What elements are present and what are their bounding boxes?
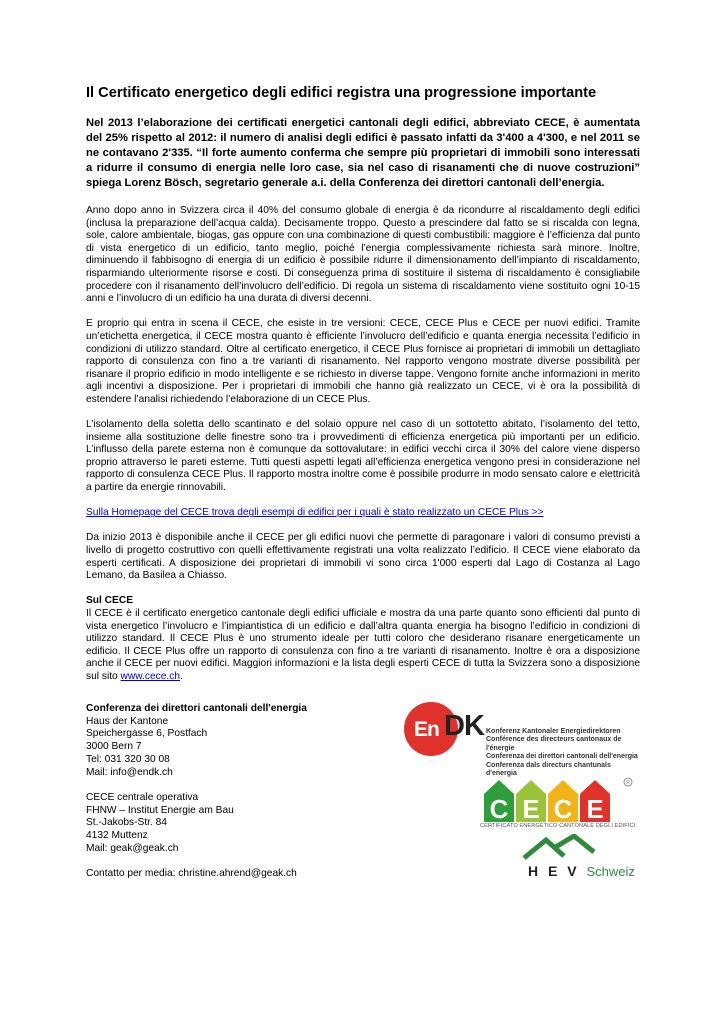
- cece-letter: C: [553, 794, 573, 824]
- cece-website-link[interactable]: www.cece.ch: [120, 670, 180, 682]
- contact-section: [86, 703, 386, 881]
- central-contact: [86, 792, 386, 856]
- endk-logo: [400, 700, 640, 778]
- logos-area: [400, 700, 640, 890]
- svg-text:R: R: [626, 780, 630, 786]
- org-phone: Tel: 031 320 30 08: [86, 753, 170, 765]
- cece-letter: C: [489, 794, 509, 824]
- org-line: Haus der Kantone: [86, 715, 169, 727]
- central-line: FHNW – Institut Energie am Bau: [86, 804, 234, 816]
- article: [86, 84, 640, 696]
- article-title: Il Certificato energetico degli edifici registra una progressione importante: [86, 85, 597, 101]
- endk-line: Conferenza dei direttori cantonali dell'energia: [486, 753, 638, 761]
- about-heading: Sul CECE: [86, 595, 133, 607]
- paragraph-heating: Anno dopo anno in Svizzera circa il 40% del consumo globale di energia è da ricondurre al riscaldamento degli edifici (inclusa la preparazione dell’acqua calda). Decisamente troppo. Questo a prescindere dal fatto se si riscalda con legna, sole, calore ambientale, biogas, gas oppure con una combinazione di questi combustibili: maggiore è l’efficienza dal punto di vista energetico di un edificio, tanto meglio, poiché l’energia complessivamente richiesta sarà minore. Inoltre, diminuendo il fabbisogno di energia di un edificio è possibile ridurre il dimensionamento dell’impianto di riscaldamento, risparmiando ulteriormente risorse e costi. Di conseguenza prima di sostituire il sistema di riscaldamento è consigliabile procedere con il risanamento dell’involucro dell’edificio. Di regola un sistema di riscaldamento viene sostituito ogni 10-15 anni e l’involucro di un edificio ha una durata di diversi decenni.: [86, 205, 640, 305]
- link-paragraph: [86, 507, 640, 520]
- endk-line: Conférence des directeurs cantonaux de l'énergie: [486, 736, 622, 752]
- endk-contact: [86, 703, 386, 779]
- endk-dk-text: DK: [444, 710, 484, 742]
- endk-line: Konferenz Kantonaler Energiedirektoren: [486, 728, 621, 735]
- cece-letter: E: [586, 794, 604, 824]
- media-contact: Contatto per media: christine.ahrend@geak.ch: [86, 868, 297, 880]
- hev-schweiz: Schweiz: [586, 864, 635, 879]
- about-text: Il CECE è il certificato energetico cantonale degli edifici ufficiale e mostra da una parte quanto sono efficienti dal punto di vista energetico l’involucro e l’impiantistica di un edificio e dall’altra quanta energia ha bisogno l’edificio in condizioni di utilizzo standard. Il CECE Plus è uno strumento ideale per tutti coloro che desiderano risanare energeticamente un edificio. Il CECE Plus offre un rapporto di consulenza con fino a tre varianti di risanamento. Inoltre è ora a disposizione anche il CECE per nuovi edifici. Maggiori informazioni e la lista degli esperti CECE di tutta la Svizzera sono a disposizione sul sito: [86, 608, 640, 682]
- paragraph-insulation: L’isolamento della soletta dello scantinato e del solaio oppure nel caso di un sottotetto abitato, l’isolamento del tetto, insieme alla sostituzione delle finestre sono tra i provvedimenti di efficienza energetica più importanti per un edificio. L’influsso della parete esterna non è comunque da sottovalutare: in edifici vecchi circa il 30% del calore viene disperso proprio attraverso le pareti esterne. Tutti questi aspetti legati all’efficienza energetica vengono presi in considerazione nel rapporto di consulenza CECE Plus. Il rapporto mostra inoltre come è possibile produrre in modo sensato calore e elettricità a partire da energie rinnovabili.: [86, 419, 640, 494]
- cece-letter: E: [522, 794, 540, 824]
- endk-en-text: En: [414, 718, 439, 741]
- org-mail: Mail: info@endk.ch: [86, 766, 173, 778]
- central-line: 4132 Muttenz: [86, 830, 148, 842]
- org-name: Conferenza dei direttori cantonali dell'energia: [86, 703, 307, 714]
- endk-line: Conferenza dals directurs chantunals d'energia: [486, 761, 611, 778]
- central-mail: Mail: geak@geak.ch: [86, 842, 179, 854]
- cece-tagline: CERTIFICATO ENERGETICO CANTONALE DEGLI EDIFICI: [480, 823, 636, 829]
- endk-lines: [486, 728, 640, 778]
- org-line: 3000 Bern 7: [86, 741, 142, 753]
- hev-letters: H E V: [528, 863, 580, 879]
- cece-plus-examples-link[interactable]: Sulla Homepage del CECE trova degli esempi di edifici per i quali è stato realizzato un CECE Plus >>: [86, 507, 544, 519]
- paragraph-cece-versions: E proprio qui entra in scena il CECE, che esiste in tre versioni: CECE, CECE Plus e CECE per nuovi edifici. Tramite un’etichetta energetica, il CECE mostra quanto è efficiente l’involucro dell’edificio e quanta energia necessita l’edificio in condizioni di utilizzo standard. Oltre al certificato energetico, il CECE Plus fornisce ai proprietari di immobili un dettagliato rapporto di consulenza con fino a tre varianti di risanamento. Nel rapporto vengono mostrate diverse possibilità per risanare il proprio edificio in modo intelligente e se richiesto in diverse tappe. Vengono fornite anche informazioni in merito agli incentivi a disposizione. Per i proprietari di immobili che hanno già realizzato un CECE, vi è ora la possibilità di estendere l’analisi richiedendo l’elaborazione di un CECE Plus.: [86, 318, 640, 405]
- central-line: CECE centrale operativa: [86, 791, 199, 803]
- paragraph-new-buildings: Da inizio 2013 è disponibile anche il CECE per gli edifici nuovi che permette di paragonare i valori di consumo previsti a livello di progetto costruttivo con quelli effettivamente registrati una volta realizzato l’edificio. Il CECE viene elaborato da esperti certificati. A disposizione dei proprietari di immobili vi sono circa 1'000 esperti dal Lago di Costanza al Lago Lemano, da Basilea a Chiasso.: [86, 532, 640, 582]
- about-paragraph: [86, 608, 640, 684]
- article-lead: Nel 2013 l’elaborazione dei certificati energetici cantonali degli edifici, abbreviato CECE, è aumentata del 25% rispetto al 2012: il numero di analisi degli edifici è passato infatti da 3'400 a 4'300, e nel 2011 se ne contavano 2'335. “Il forte aumento conferma che sempre più proprietari di immobili sono interessati a ridurre il consumo di energia nelle loro case, sia nel caso di risanamenti che di nuove costruzioni” spiega Lorenz Bösch, segretario generale a.i. della Conferenza dei direttori cantonali dell’energia.: [86, 117, 640, 189]
- about-end: .: [180, 670, 183, 682]
- org-line: Speichergasse 6, Postfach: [86, 728, 208, 740]
- central-line: St.-Jakobs-Str. 84: [86, 817, 167, 829]
- hev-logo-text: [528, 863, 635, 879]
